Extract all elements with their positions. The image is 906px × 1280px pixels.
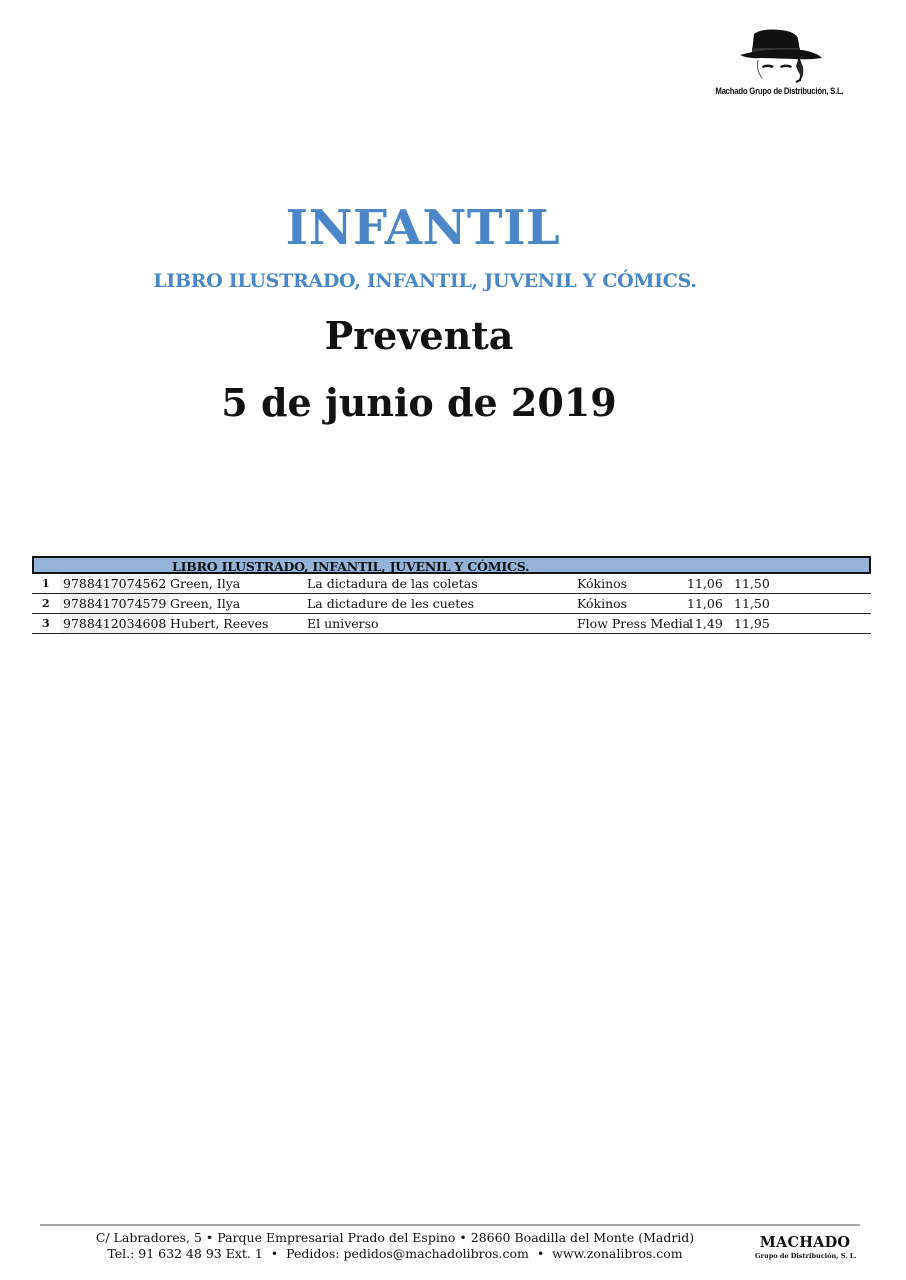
document-type: Preventa [324,313,514,358]
price-vat-cell: 11,50 [734,596,770,611]
price-no-vat-cell: 11,06 [687,576,723,591]
footer-address [0,1230,790,1262]
isbn-cell: 9788417074562 [60,574,169,593]
logo-caption: Machado Grupo de Distribución, S.L. [715,86,844,97]
footer-brand-subtitle: Grupo de Distribución, S. L. [755,1252,857,1260]
footer-brand [755,1234,855,1260]
machado-logo [702,22,850,102]
author-cell: Green, Ilya [170,576,241,591]
row-number: 1 [42,577,50,590]
page-title: INFANTIL [285,200,561,256]
price-no-vat-cell: 11,06 [687,596,723,611]
table-section-header [32,556,871,574]
footer-address-line: C/ Labradores, 5 • Parque Empresarial Prado del Espino • 28660 Boadilla del Monte (Madrid) [95,1230,695,1245]
author-cell: Green, Ilya [170,596,241,611]
footer-brand-name: MACHADO [759,1234,851,1251]
table-section-title: LIBRO ILUSTRADO, INFANTIL, JUVENIL Y CÓMICS. [172,559,530,574]
page-subtitle: LIBRO ILUSTRADO, INFANTIL, JUVENIL Y CÓMICS. [153,270,697,292]
document-date: 5 de junio de 2019 [221,380,617,425]
table-row [32,574,871,594]
hat-man-logo-icon [702,22,850,86]
price-no-vat-cell: 11,49 [687,616,723,631]
row-number: 2 [42,597,50,610]
title-cell: El universo [307,616,379,631]
publisher-cell: Kókinos [577,576,628,591]
table-row [32,594,871,614]
price-vat-cell: 11,50 [734,576,770,591]
title-cell: La dictadure de les cuetes [307,596,475,611]
isbn-cell: 9788412034608 [60,614,169,633]
book-table [32,556,871,634]
title-cell: La dictadura de las coletas [307,576,478,591]
footer-divider [40,1224,860,1226]
table-row [32,614,871,634]
row-number: 3 [42,617,50,630]
price-vat-cell: 11,95 [734,616,770,631]
footer-contact-line: Tel.: 91 632 48 93 Ext. 1 • Pedidos: pedidos@machadolibros.com • www.zonalibros.com [107,1246,683,1261]
author-cell: Hubert, Reeves [170,616,269,631]
publisher-cell: Flow Press Media [577,616,691,631]
publisher-cell: Kókinos [577,596,628,611]
isbn-cell: 9788417074579 [60,594,169,613]
